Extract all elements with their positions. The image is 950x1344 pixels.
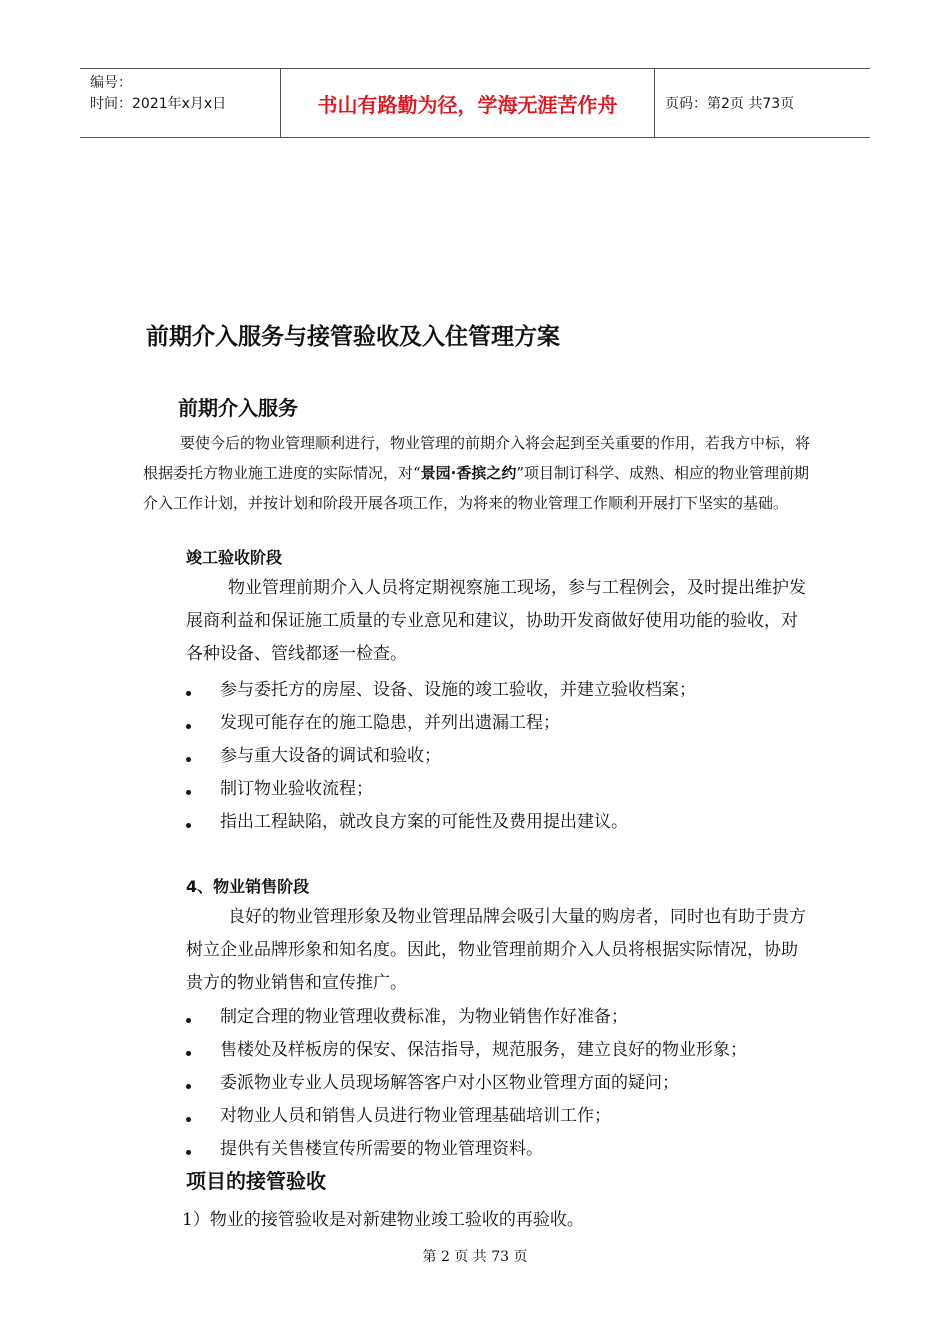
header-meta <box>80 69 281 137</box>
bullet-icon <box>186 1018 191 1023</box>
page-footer: 第 2 页 共 73 页 <box>422 1249 528 1265</box>
time-label: 时间：2021年x月x日 <box>90 96 227 112</box>
intro-before: 要使今后的物业管理顺利进行，物业管理的前期介入将会起到至关重要的作用，若我方中标，将根据委托方物业施工进度的实际情况，对“ <box>143 434 811 482</box>
bullet-icon <box>186 1051 191 1056</box>
list-item: 参与委托方的房屋、设备、设施的竣工验收，并建立验收档案； <box>186 674 696 707</box>
stage1-paragraph: 物业管理前期介入人员将定期视察施工现场，参与工程例会，及时提出维护发展商利益和保证施工质量的专业意见和建议，协助开发商做好使用功能的验收，对各种设备、管线都逐一检查。 <box>186 578 806 664</box>
bullet-icon <box>186 691 191 696</box>
bullet-icon <box>186 1150 191 1155</box>
list-item: 制订物业验收流程； <box>186 773 696 806</box>
list-item: 制定合理的物业管理收费标准，为物业销售作好准备； <box>186 1001 747 1034</box>
list-item: 售楼处及样板房的保安、保洁指导，规范服务，建立良好的物业形象； <box>186 1034 747 1067</box>
bullet-icon <box>186 724 191 729</box>
header-motto: 书山有路勤为径，学海无涯苦作舟 <box>281 69 655 137</box>
stage2-heading: 4、物业销售阶段 <box>186 877 310 896</box>
stage1-heading: 竣工验收阶段 <box>186 548 283 567</box>
stage2-list <box>186 1001 747 1166</box>
document-title: 前期介入服务与接管验收及入住管理方案 <box>146 324 560 350</box>
list-item: 参与重大设备的调试和验收； <box>186 740 696 773</box>
stage1-list <box>186 674 696 839</box>
bullet-icon <box>186 757 191 762</box>
list-item: 对物业人员和销售人员进行物业管理基础培训工作； <box>186 1100 747 1133</box>
stage2-paragraph: 良好的物业管理形象及物业管理品牌会吸引大量的购房者，同时也有助于贵方树立企业品牌形象和知名度。因此，物业管理前期介入人员将根据实际情况，协助贵方的物业销售和宣传推广。 <box>186 907 806 993</box>
page-header <box>80 68 870 138</box>
intro-after: ”项目制订科学、成熟、相应的物业管理前期介入工作计划，并按计划和阶段开展各项工作，为将来的物业管理工作顺利开展打下坚实的基础。 <box>143 464 810 512</box>
section-title: 前期介入服务 <box>178 396 298 420</box>
list-item: 指出工程缺陷，就改良方案的可能性及费用提出建议。 <box>186 806 696 839</box>
list-item: 委派物业专业人员现场解答客户对小区物业管理方面的疑问； <box>186 1067 747 1100</box>
bullet-icon <box>186 1117 191 1122</box>
bullet-icon <box>186 790 191 795</box>
project-heading: 项目的接管验收 <box>186 1169 326 1193</box>
bullet-icon <box>186 823 191 828</box>
code-label: 编号： <box>90 75 132 91</box>
intro-paragraph <box>143 428 813 518</box>
header-page-info: 页码：第2页 共73页 <box>665 96 795 112</box>
list-item: 发现可能存在的施工隐患，并列出遗漏工程； <box>186 707 696 740</box>
bullet-icon <box>186 1084 191 1089</box>
numbered-item-1: 1）物业的接管验收是对新建物业竣工验收的再验收。 <box>182 1210 584 1230</box>
list-item: 提供有关售楼宣传所需要的物业管理资料。 <box>186 1133 747 1166</box>
project-name: 景园·香摈之约 <box>420 464 517 482</box>
